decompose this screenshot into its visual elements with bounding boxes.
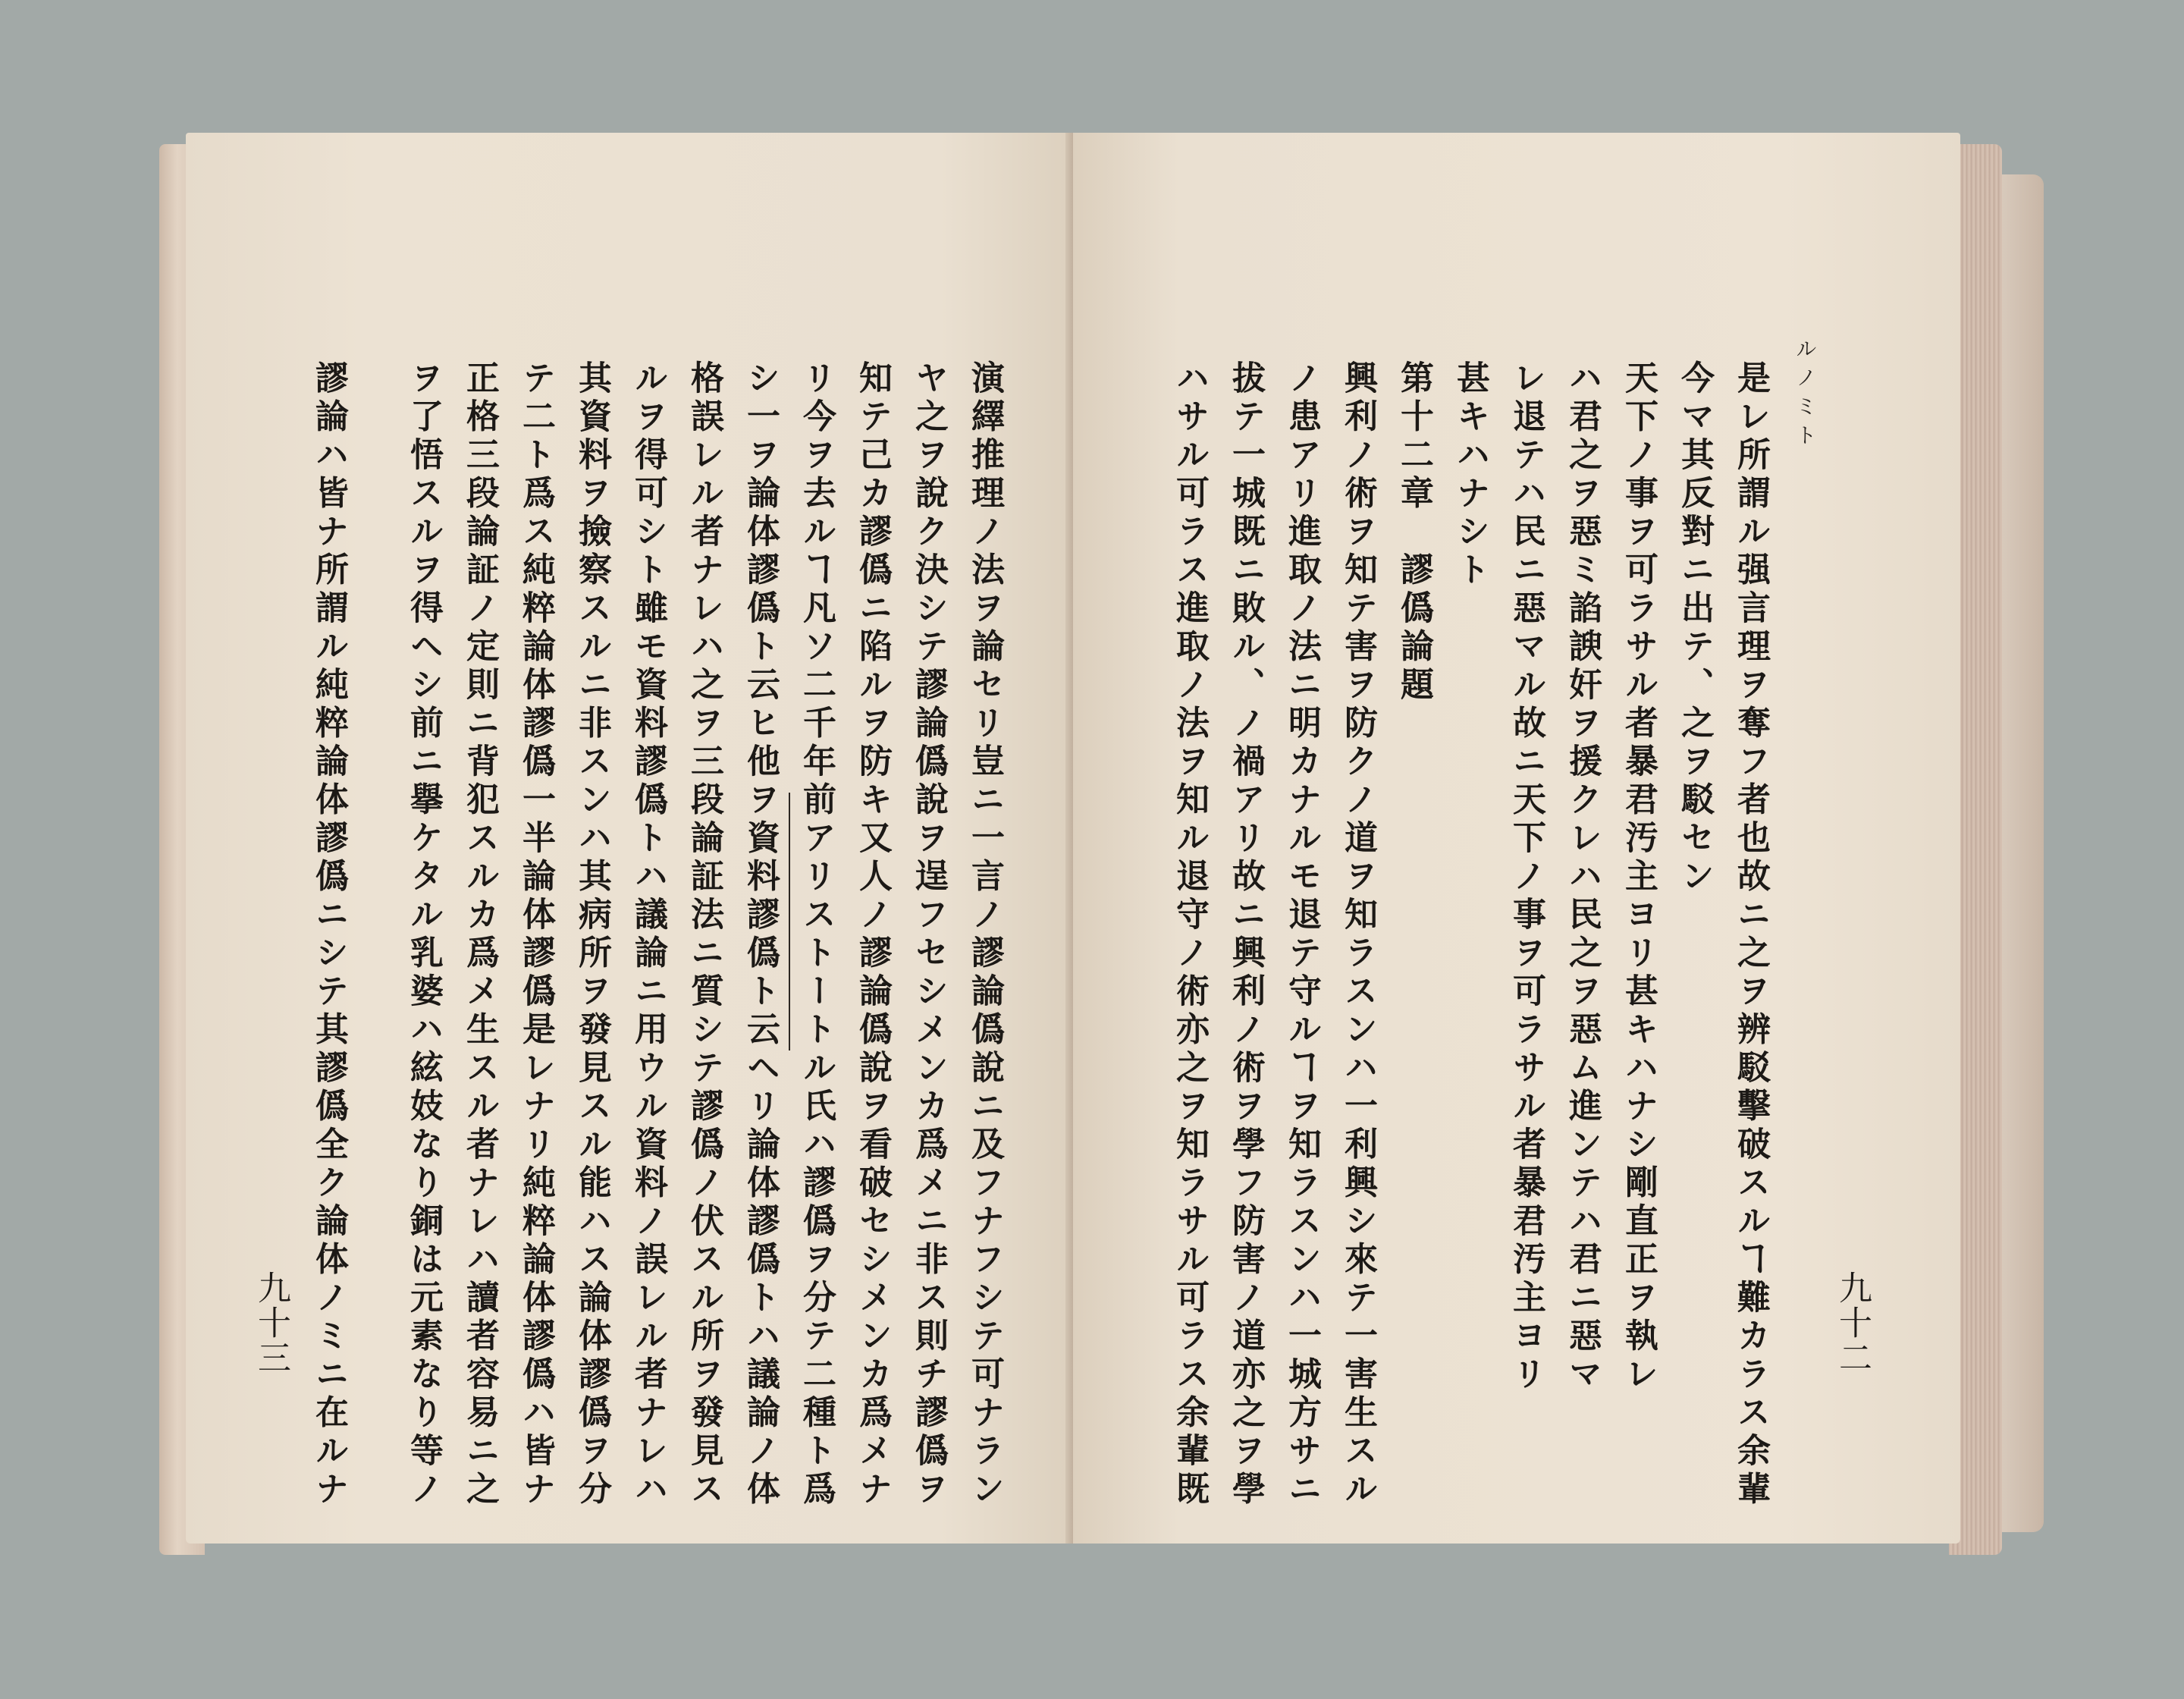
left-column-5: シ一ヲ論体謬僞ト云ヒ他ヲ資料謬僞ト云ヘリ論体謬僞トハ議論ノ体: [741, 360, 780, 1509]
left-column-9: テ二ト爲ス純粹論体謬僞一半論体謬僞是レナリ純粹論体謬僞ハ皆ナ: [516, 360, 555, 1509]
left-column-1: 演繹推理ノ法ヲ論セリ豈ニ一言ノ謬論僞說ニ及フナフシテ可ナラン: [965, 360, 1004, 1509]
right-column-10: 拔テ一城既ニ敗ル、ノ禍アリ故ニ興利ノ術ヲ學フ防害ノ道亦之ヲ學: [1226, 360, 1265, 1509]
right-column-8: 興利ノ術ヲ知テ害ヲ防クノ道ヲ知ラスンハ一利興シ來テ一害生スル: [1338, 360, 1377, 1509]
left-column-2: ヤ之ヲ說ク決シテ謬論僞說ヲ逞フセシメンカ爲メニ非ス則チ謬僞ヲ: [909, 360, 948, 1509]
left-column-7: ルヲ得可シト雖モ資料謬僞トハ議論ニ用ウル資料ノ誤レル者ナレハ: [629, 360, 667, 1509]
left-page-number: 九十三: [252, 1270, 290, 1375]
cover-edge: [1998, 174, 2044, 1532]
left-column-6: 格誤レル者ナレハ之ヲ三段論証法ニ質シテ謬僞ノ伏スル所ヲ發見ス: [685, 360, 723, 1509]
left-column-10: 正格三段論証ノ定則ニ背犯スルカ爲メ生スル者ナレハ讀者容易ニ之: [460, 360, 499, 1509]
chapter-heading: 第十二章 謬僞論題: [1395, 360, 1433, 705]
right-column-4: ハ君之ヲ惡ミ諂諛奸ヲ援クレハ民之ヲ惡ム進ンテハ君ニ惡マ: [1563, 360, 1602, 1395]
left-column-3: 知テ己カ謬僞ニ陷ルヲ防キ又人ノ謬論僞說ヲ看破セシメンカ爲メナ: [853, 360, 892, 1509]
right-column-3: 天下ノ事ヲ可ラサル者暴君汚主ヨリ甚キハナシ剛直正ヲ執レ: [1619, 360, 1658, 1395]
right-column-5: レ退テハ民ニ惡マル故ニ天下ノ事ヲ可ラサル者暴君汚主ヨリ: [1507, 360, 1545, 1395]
right-page-number: 九十二: [1833, 1270, 1872, 1375]
left-column-8: 其資料ヲ撿察スルニ非スンハ其病所ヲ發見スル能ハス論体謬僞ヲ分: [573, 360, 611, 1509]
right-column-1: 是レ所謂ル强言理ヲ奪フ者也故ニ之ヲ辨駁擊破スルヿ難カラス余輩: [1731, 360, 1770, 1509]
running-header: ルノミト: [1793, 338, 1818, 453]
left-column-12: 謬論ハ皆ナ所謂ル純粹論体謬僞ニシテ其謬僞全ク論体ノミニ在ルナ: [309, 360, 348, 1509]
proper-name-sideline: [789, 793, 790, 1050]
left-column-4: リ今ヲ去ルヿ凡ソ二千年前アリストートル氏ハ謬僞ヲ分テ二種ト爲: [797, 360, 836, 1509]
right-column-9: ノ患アリ進取ノ法ニ明カナルモ退テ守ルヿヲ知ラスンハ一城方サニ: [1282, 360, 1321, 1509]
right-column-11: ハサル可ラス進取ノ法ヲ知ル退守ノ術亦之ヲ知ラサル可ラス余輩既: [1170, 360, 1209, 1509]
left-page: [186, 133, 1073, 1544]
right-column-6: 甚キハナシト: [1451, 360, 1489, 590]
left-column-11: ヲ了悟スルヲ得ヘシ前ニ擧ケタル乳婆ハ絃妓なり銅は元素なり等ノ: [404, 360, 443, 1509]
right-column-2: 今マ其反對ニ出テ、之ヲ駁セン: [1675, 360, 1714, 897]
right-page: [1073, 133, 1960, 1544]
